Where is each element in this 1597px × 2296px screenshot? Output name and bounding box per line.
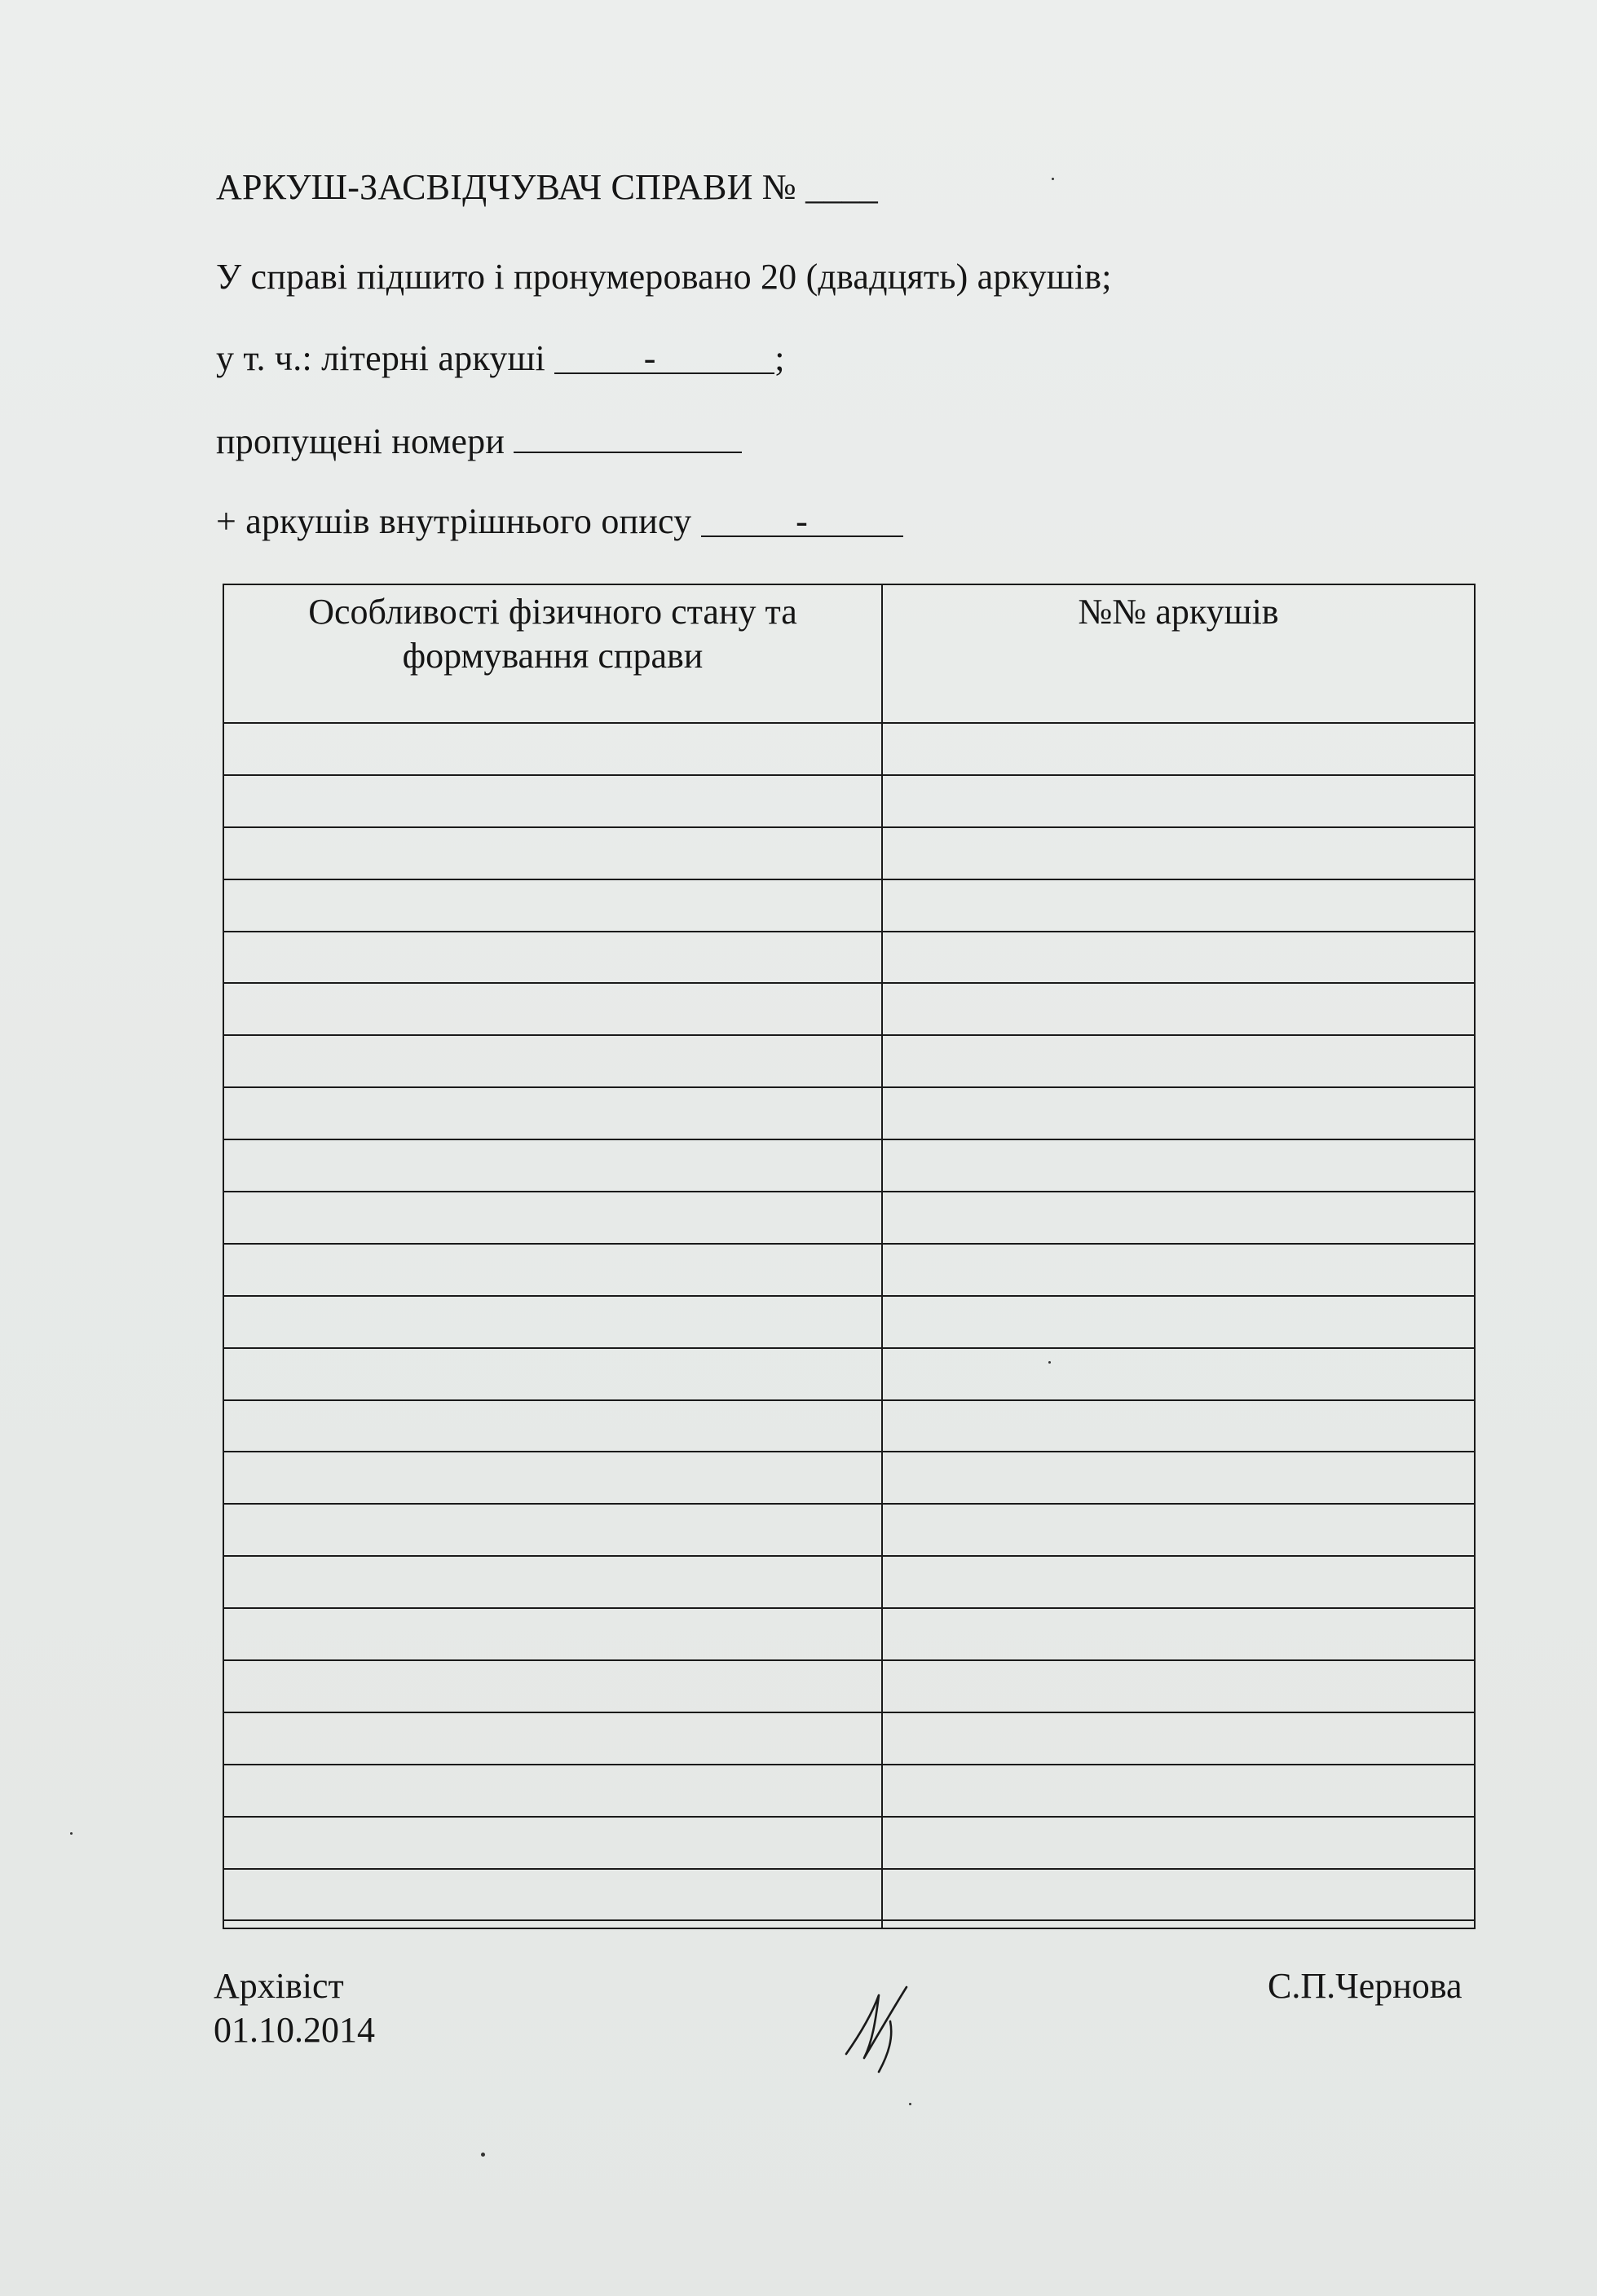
header-physical-state: Особливості фізичного стану та формування справи [308,592,797,676]
table-row-line [224,826,1474,828]
table-row-line [224,1816,1474,1818]
letter-sheets-field [554,338,774,378]
skipped-numbers-field [514,419,742,453]
table-row-line [224,1919,1474,1921]
skipped-numbers-label: пропущені номери [216,421,514,461]
letter-sheets-label: у т. ч.: літерні аркуші [216,338,555,378]
scan-speck [1048,1361,1051,1364]
skipped-numbers-line [216,419,742,463]
table-row-line [224,1347,1474,1349]
table-row-line [224,722,1474,724]
physical-state-table [223,584,1476,1929]
name-label: С.П.Чернова [1268,1966,1462,2006]
table-row-line [224,982,1474,984]
table-row-line [224,1712,1474,1713]
internal-inventory-line [216,500,903,543]
table-row-line [224,1139,1474,1140]
table-row-line [224,1243,1474,1245]
header-sheet-numbers: №№ аркушів [1078,592,1279,632]
internal-inventory-value: - [796,501,809,541]
letter-sheets-value: - [643,338,656,378]
internal-inventory-label: + аркушів внутрішнього опису [216,501,701,541]
table-row-line [224,1399,1474,1401]
signature [840,1972,921,2078]
date-label: 01.10.2014 [214,2010,375,2050]
scan-speck [70,1832,73,1835]
table-row-line [224,1191,1474,1192]
table-row-line [224,1868,1474,1870]
internal-inventory-field [701,501,903,541]
table-row-line [224,1034,1474,1036]
scan-speck [481,2153,485,2157]
table-row-line [224,1295,1474,1297]
table-row-line [224,1503,1474,1505]
table-row-line [224,1764,1474,1765]
position-label: Архівіст [214,1966,344,2006]
table-row-line [224,1607,1474,1609]
letter-sheets-tail: ; [774,338,785,378]
table-row-line [224,879,1474,880]
table-row-line [224,1086,1474,1088]
scan-speck [909,2103,911,2105]
table-row-line [224,1451,1474,1452]
letter-sheets-line [216,337,785,380]
document-title: АРКУШ-ЗАСВІДЧУВАЧ СПРАВИ № ____ [216,167,878,207]
table-row-line [224,931,1474,932]
column-divider [881,585,883,1928]
table-row-line [224,1659,1474,1661]
table-row-line [224,774,1474,776]
sheet-count-line: У справі підшито і пронумеровано 20 (двадцять) аркушів; [216,257,1112,297]
scan-speck [1052,178,1054,180]
table-row-line [224,1555,1474,1557]
